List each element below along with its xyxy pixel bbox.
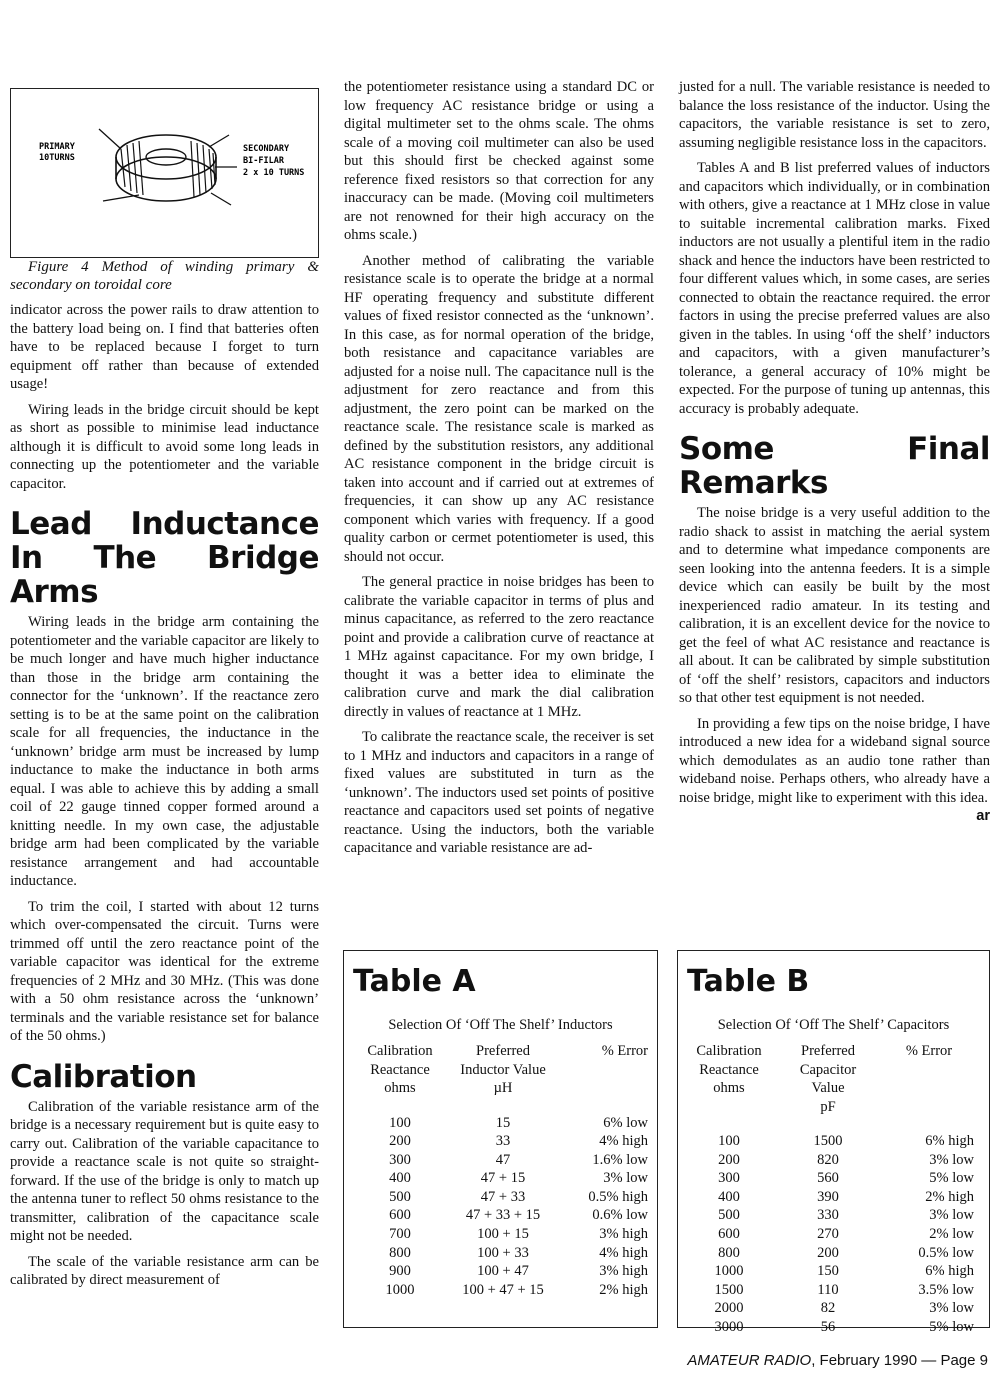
table-cell: 1000: [385, 1281, 415, 1298]
svg-text:SECONDARY: SECONDARY: [243, 144, 290, 154]
table-cell: 100 + 33: [477, 1244, 529, 1261]
col2-paragraph-4: To calibrate the reactance scale, the receiver is set to 1 MHz and inductors and capacitors in a range of fixed values are substituted in turn as the ‘unknown’. The inductors used set points of positive reactance and capacitors used set points of negative reactance. Using the inductors, both the variable capacitance and variable resistance are ad-: [344, 729, 654, 856]
toroid-diagram: [11, 89, 317, 254]
table-cell: 3% high: [599, 1263, 648, 1280]
table-row: [686, 1244, 974, 1263]
issue-and-page: , February 1990 — Page 9: [811, 1352, 988, 1369]
table-a-title: Table A: [353, 964, 476, 999]
table-cell: 3% low: [603, 1170, 648, 1187]
col3-paragraph-2: Tables A and B list preferred values of inductors and capacitors which individually, or in combination with others, give a reactance at 1 MHz close in value to suitable incremental calibration marks. Fixed inductors are not usually a plentiful item in the radio shack and hence the inductors have been restricted to four different values which, in some cases, are series connected to obtain the reactance required. the error factors in using the precise preferred values are also given in the tables. In using ‘off the shelf’ inductors and capacitors, with a given manufacturer’s tolerance, a general accuracy of 10% might be expected. For the purpose of tuning up antennas, this accuracy is probably adequate.: [679, 160, 990, 417]
table-cell: 0.5% high: [588, 1188, 648, 1205]
table-cell: 2000: [714, 1300, 744, 1317]
primary-label: PRIMARY: [39, 142, 75, 152]
table-row: [352, 1225, 648, 1244]
table-cell: 200: [389, 1133, 411, 1150]
table-cell: 2% high: [599, 1281, 648, 1298]
table-cell: 1500: [813, 1133, 843, 1149]
end-mark: ar: [976, 808, 990, 824]
table-row: [686, 1206, 974, 1225]
table-cell: 300: [389, 1151, 411, 1168]
table-cell: 3% high: [599, 1226, 648, 1243]
table-row: [352, 1262, 648, 1281]
table-cell: 500: [389, 1188, 411, 1205]
figure-4: [10, 88, 319, 258]
table-cell: 100 + 15: [477, 1226, 529, 1243]
table-row: [686, 1151, 974, 1170]
tablea-header-1: Calibration Reactance ohms: [367, 1043, 433, 1096]
table-cell: 3000: [714, 1318, 744, 1335]
table-cell: 1000: [714, 1263, 744, 1280]
column-1: [10, 78, 319, 1297]
table-cell: 56: [820, 1318, 836, 1335]
table-cell: 400: [718, 1188, 740, 1205]
table-cell: 3% low: [929, 1151, 974, 1168]
heading-calibration: Calibration: [10, 1058, 197, 1095]
table-cell: 600: [389, 1207, 411, 1224]
col1-paragraph-5: Calibration of the variable resistance arm of the bridge is a necessary requirement but is quite easy to carry out. Calibration of the variable capacitance to provide a reactance scale is not quite so straight-forward. If the use of the bridge is only to match up the antenna tuner to reflect 50 ohms resistance to the transmitter, calibration of the capacitance scale might not be needed.: [10, 1098, 319, 1244]
table-cell: 110: [817, 1281, 839, 1298]
table-cell: 800: [718, 1244, 740, 1261]
table-cell: 400: [389, 1170, 411, 1187]
table-b-subtitle: Selection Of ‘Off The Shelf’ Capacitors: [717, 1017, 950, 1033]
table-row: [352, 1151, 648, 1170]
svg-text:PRIMARY: [39, 142, 76, 152]
table-cell: 500: [718, 1207, 740, 1224]
table-cell: 300: [718, 1170, 740, 1187]
magazine-name: AMATEUR RADIO: [687, 1352, 812, 1369]
col2-paragraph-3: The general practice in noise bridges has been to calibrate the variable capacitor in terms of plus and minus capacitance, as referred to the zero reactance point and provide a calibration curve of reactance at 1 MHz against capacitance. For my own bridge, I thought it was a better idea to eliminate the calibration curve and mark the dial calibration directly in values of reactance at 1 MHz.: [344, 574, 654, 720]
table-b-title: Table B: [687, 964, 810, 999]
table-a-subtitle: Selection Of ‘Off The Shelf’ Inductors: [388, 1017, 613, 1033]
table-cell: 820: [817, 1151, 839, 1168]
table-row: [686, 1299, 974, 1318]
col3-paragraph-3: The noise bridge is a very useful addition to the radio shack to assist in matching the aerial system and to determine what impedance components are seen looking into the antenna feeders. It is a simple device which can easily be built by the most inexperienced radio amateur. In its testing and calibration, it is an excellent device for the novice to get the feel of what AC resistance and reactance is all about. It can be calibrated by simple substitution of ‘off the shelf’ resistors, capacitors and inductors so that other test equipment is not needed.: [679, 505, 990, 706]
table-cell: 2% high: [925, 1188, 974, 1205]
table-cell: 800: [389, 1244, 411, 1261]
table-cell: 270: [817, 1225, 839, 1242]
table-cell: 82: [820, 1300, 836, 1317]
table-cell: 3% low: [929, 1300, 974, 1317]
table-cell: 6% high: [925, 1133, 974, 1149]
table-cell: 100: [389, 1114, 411, 1131]
tablea-header-3: % Error: [601, 1043, 648, 1059]
table-cell: 6% low: [603, 1114, 648, 1131]
table-cell: 900: [389, 1263, 411, 1280]
table-cell: 6% high: [925, 1263, 974, 1280]
col2-paragraph-1: the potentiometer resistance using a standard DC or low frequency AC resistance bridge or using a digital multimeter set to the ohms scale. The ohms scale of a moving coil multimeter can also be used but this should first be checked against some reference fixed resistors so that correction for any inaccuracy can be made. (Moving coil multimeters are not renowned for their high accuracy on the ohms scale.): [344, 79, 654, 243]
table-cell: 100: [718, 1133, 740, 1149]
table-row: [686, 1262, 974, 1281]
col1-paragraph-4: To trim the coil, I started with about 12 turns which over-compensated the circuit. Turns were trimmed off until the zero reactance point of the variable capacitor was identical for the extreme frequencies of 2 MHz and 30 MHz. (This was done with a 50 ohm resistance across the ‘unknown’ terminals and the variable resistance set for balance of the 50 ohms.): [10, 898, 319, 1044]
tablea-header-2: Preferred Inductor Value µH: [460, 1043, 546, 1096]
table-row: [352, 1169, 648, 1188]
table-a-grid: [352, 1042, 648, 1299]
table-cell: 5% low: [929, 1318, 974, 1335]
table-cell: 200: [718, 1151, 740, 1168]
table-cell: 3.5% low: [918, 1281, 974, 1298]
table-row: [352, 1132, 648, 1151]
table-row: [686, 1188, 974, 1207]
page-footer: [687, 1352, 988, 1369]
table-cell: 150: [817, 1263, 839, 1280]
table-cell: 390: [817, 1188, 839, 1205]
column-2: [344, 78, 654, 865]
table-cell: 3% low: [929, 1207, 974, 1224]
tableb-header-2: Preferred Capacitor Value pF: [799, 1043, 857, 1115]
table-cell: 560: [817, 1170, 839, 1187]
table-cell: 600: [718, 1225, 740, 1242]
table-cell: 200: [817, 1244, 839, 1261]
table-cell: 100 + 47: [477, 1263, 529, 1280]
table-cell: 4% high: [599, 1244, 648, 1261]
table-cell: 100 + 47 + 15: [462, 1281, 544, 1298]
figure-caption: Figure 4 Method of winding primary & secondary on toroidal core: [10, 259, 319, 293]
col1-paragraph-2: Wiring leads in the bridge circuit should be kept as short as possible to minimise lead inductance although it is difficult to avoid some long leads in connecting up the potentiometer and the variable capacitor.: [10, 401, 319, 492]
svg-text:10TURNS: 10TURNS: [39, 153, 75, 163]
table-cell: 0.6% low: [592, 1207, 648, 1224]
table-row: [686, 1169, 974, 1188]
table-a: [343, 950, 658, 1328]
table-b-grid: [686, 1042, 974, 1337]
table-row: [686, 1318, 974, 1337]
table-row: [352, 1114, 648, 1133]
table-row: [686, 1281, 974, 1300]
table-cell: 1.6% low: [592, 1151, 648, 1168]
tableb-header-3: % Error: [905, 1043, 953, 1059]
table-cell: 1500: [714, 1281, 744, 1298]
table-cell: 33: [495, 1133, 511, 1150]
table-cell: 47 + 15: [480, 1170, 526, 1187]
col1-paragraph-6: The scale of the variable resistance arm can be calibrated by direct measurement of: [10, 1253, 319, 1288]
table-row: [352, 1188, 648, 1207]
table-cell: 330: [817, 1207, 839, 1224]
table-row: [352, 1281, 648, 1300]
table-cell: 47 + 33 + 15: [465, 1207, 541, 1224]
table-cell: 2% low: [929, 1225, 974, 1242]
col3-paragraph-4: [679, 715, 990, 824]
table-row: [352, 1244, 648, 1263]
table-cell: 5% low: [929, 1170, 974, 1187]
table-cell: 700: [389, 1226, 411, 1243]
table-cell: 0.5% low: [918, 1244, 974, 1261]
svg-text:2 x 10 TURNS: 2 x 10 TURNS: [243, 168, 305, 178]
col2-paragraph-2: Another method of calibrating the variable resistance scale is to operate the bridge at a normal HF operating frequency and substitute different values of fixed resistor connected as the ‘unknown’. In this case, as for normal operation of the bridge, both resistance and capacitance variables are adjusted for a noise null. The capacitance null is the adjustment for zero reactance and from this adjustment, the zero point can be marked on the reactance scale. The resistance scale is marked as defined by the substitution resistors, any additional AC resistance component in the bridge circuit is taken into account and if carried out at extremes of frequencies, it can show up any AC resistance component which varies with frequency. If a good quality carbon or cermet potentiometer is used, this should not occur.: [344, 252, 654, 565]
table-cell: 47 + 33: [480, 1188, 526, 1205]
heading-lead-inductance: Lead Inductance In The Bridge Arms: [10, 506, 319, 610]
table-cell: 15: [495, 1114, 511, 1131]
col1-paragraph-1: indicator across the power rails to draw attention to the battery load being on. I find that batteries often have to be replaced because I forget to turn equipment off rather than because of extended usage!: [10, 302, 319, 392]
table-row: [686, 1132, 974, 1151]
heading-final-remarks: Some Final Remarks: [679, 431, 990, 501]
col1-paragraph-3: Wiring leads in the bridge arm containing the potentiometer and the variable capacitor are likely to be much longer and have much higher inductance than those in the bridge arm containing the connector for the ‘unknown’. If the reactance zero setting is to be at the same point on the calibration scale for all frequencies, the inductance in the ‘unknown’ bridge arm must be increased by lump inductance to make the inductance in both arms equal. I was able to achieve this by adding a small coil of 22 gauge tinned copper formed around a knitting needle. In my own case, the adjustable bridge arm had been complicated by the variable resistance arrangement and had accountable inductance.: [10, 614, 319, 889]
table-b: [677, 950, 990, 1335]
table-row: [352, 1206, 648, 1225]
table-cell: 4% high: [599, 1133, 648, 1150]
tableb-header-1: Calibration Reactance ohms: [696, 1043, 762, 1096]
svg-text:BI-FILAR: BI-FILAR: [243, 156, 284, 166]
table-row: [686, 1225, 974, 1244]
table-cell: 47: [495, 1151, 511, 1168]
col3-paragraph-4-text: In providing a few tips on the noise bridge, I have introduced a new idea for a wideband signal source which demodulates as an audio tone rather than wideband noise. Perhaps others, who already have a noise bridge, might like to experiment with this idea.: [679, 715, 990, 806]
column-3: [679, 78, 990, 826]
col3-paragraph-1: justed for a null. The variable resistance is needed to balance the loss resistance of the inductor. Using the capacitors, the variable resistance is set to zero, assuming negligible resistance loss in the capacitors.: [679, 79, 990, 151]
